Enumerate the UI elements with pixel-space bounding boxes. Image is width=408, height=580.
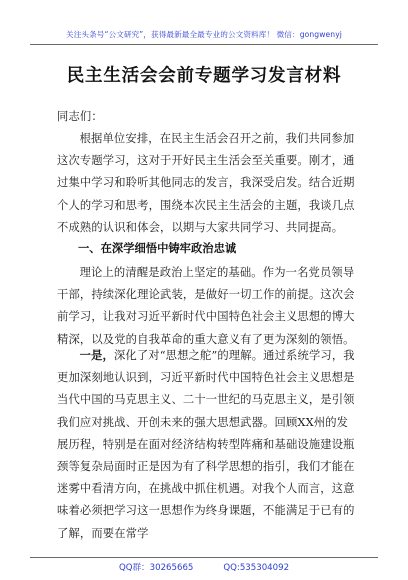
point-lead: 一是， (79, 349, 114, 362)
footer (0, 561, 408, 573)
point-body: 深化了对“思想之舵”的理解。通过系统学习，我更加深刻地认识到，习近平新时代中国特色社会主义思想是当代中国的马克思主义、二十一世纪的马克思主义，是引领我们应对挑战、开创未来的强大思想武器。回顾XX州的发展历程，特别是在面对经济结构转型阵痛和基础设施建设瓶颈等复杂局面时正是因为有了科学思想的指引，我们才能在迷雾中看清方向，在挑战中抓住机遇。对我个人而言，这意味着必须把学习这一思想作为终身课题，不能满足于已有的了解，而要在常学 (57, 349, 355, 540)
paragraph-intro: 根据单位安排，在民主生活会召开之前，我们共同参加这次专题学习，这对于开好民主生活会至关重要。刚才，通过集中学习和聆听其他同志的发言，我深受启发。结合近期个人的学习和思考，围绕本次民主生活会的主题，我谈几点不成熟的认识和体会，以期与大家共同学习、共同提高。 (57, 132, 355, 234)
footer-divider (30, 557, 378, 558)
salutation: 同志们： (57, 110, 103, 123)
footer-qq: QQ:535304092 (223, 563, 290, 573)
header-divider (30, 44, 378, 45)
footer-qq-group: QQ群：30265665 (118, 563, 194, 573)
header-banner: 关注头条号“公文研究”，获得最新最全最专业的公文资料库！ 微信：gongwenyj (66, 30, 342, 39)
paragraph-theory: 理论上的清醒是政治上坚定的基础。作为一名党员领导干部，持续深化理论武装，是做好一切工作的前提。这次会前学习，让我对习近平新时代中国特色社会主义思想的博大精深，以及党的自我革命的重大意义有了更为深刻的领悟。 (57, 266, 355, 346)
document-title: 民主生活会会前专题学习发言材料 (66, 66, 342, 86)
paragraph-point-one (57, 345, 355, 545)
section-heading-1: 一、在深学细悟中铸牢政治忠诚 (78, 242, 237, 255)
